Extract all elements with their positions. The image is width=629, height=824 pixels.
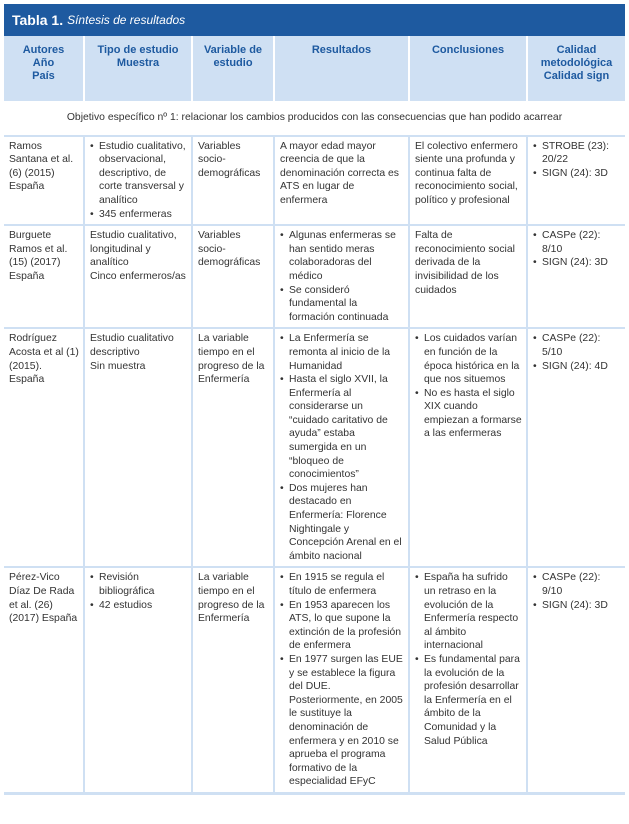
bullet-icon: • (280, 482, 284, 494)
results-cell (274, 567, 409, 792)
bullet-icon: • (280, 284, 284, 296)
table-bottom-bar (4, 792, 625, 795)
bullet-icon: • (90, 140, 94, 152)
study-type-cell (84, 136, 192, 226)
quality-item (533, 256, 621, 270)
study-type-line: Estudio cualitativo, longitudinal y analítico (90, 230, 177, 269)
bullet-icon: • (415, 653, 419, 665)
variable-text: La variable tiempo en el progreso de la Enfermería (198, 333, 265, 386)
results-cell (274, 225, 409, 328)
conclusions-cell (409, 567, 527, 792)
header-study-type (84, 36, 192, 100)
quality-cell (527, 136, 625, 226)
conclusions-text: Falta de reconocimiento social derivada de la invisibilidad de los cuidados (415, 230, 515, 296)
conclusions-item (415, 387, 522, 441)
results-table (4, 36, 625, 792)
study-type-cell (84, 328, 192, 567)
bullet-icon: • (90, 599, 94, 611)
table-row (4, 136, 625, 226)
quality-item (533, 140, 621, 167)
conclusions-item (415, 332, 522, 386)
results-cell (274, 328, 409, 567)
variable-cell (192, 225, 274, 328)
quality-item (533, 360, 621, 374)
variable-text: Variables socio-demográficas (198, 230, 261, 269)
header-line: Muestra (116, 57, 160, 69)
quality-list (533, 140, 621, 181)
results-table-figure (4, 4, 625, 795)
bullet-icon: • (533, 140, 537, 152)
bullet-icon: • (415, 333, 419, 345)
variable-text: La variable tiempo en el progreso de la Enfermería (198, 572, 265, 625)
quality-cell (527, 225, 625, 328)
conclusions-text: El colectivo enfermero siente una profunda y continua falta de reconocimiento social, político y profesional (415, 140, 518, 206)
bullet-icon: • (280, 572, 284, 584)
quality-cell (527, 567, 625, 792)
results-text: Se consideró fundamental la formación continuada (289, 284, 389, 323)
table-name: Síntesis de resultados (67, 13, 186, 27)
results-item (280, 373, 404, 482)
results-list (280, 332, 404, 563)
results-item (280, 599, 404, 653)
bullet-icon: • (533, 333, 537, 345)
conclusions-list (415, 571, 522, 748)
conclusions-list (415, 332, 522, 441)
bullet-icon: • (415, 572, 419, 584)
bullet-icon: • (280, 599, 284, 611)
study-type-text: 345 enfermeras (99, 208, 172, 220)
results-text: En 1915 se regula el título de enfermera (289, 572, 385, 597)
bullet-icon: • (90, 572, 94, 584)
conclusions-text: España ha sufrido un retraso en la evolución de la Enfermería respecto al ámbito internacional (424, 572, 519, 652)
results-item (280, 653, 404, 789)
authors-cell (4, 328, 84, 567)
results-cell (274, 136, 409, 226)
authors-text: Ramos Santana et al. (6) (2015) España (9, 140, 74, 193)
study-type-text: Estudio cualitativo, observacional, descriptivo, de corte transversal y analítico (99, 140, 186, 206)
quality-item (533, 167, 621, 181)
bullet-icon: • (533, 230, 537, 242)
header-line: Calidad (556, 44, 597, 56)
bullet-icon: • (533, 167, 537, 179)
bullet-icon: • (90, 208, 94, 220)
results-list (280, 229, 404, 324)
table-row (4, 225, 625, 328)
results-text: Hasta el siglo XVII, la Enfermería al considerarse un “cuidado caritativo de ayuda” estaba sumergida en un “bloqueo de conocimientos” (289, 374, 388, 481)
study-type-line: Estudio cualitativo descriptivo (90, 333, 174, 358)
study-type-cell (84, 567, 192, 792)
results-text: En 1977 surgen las EUE y se establece la figura del DUE. Posteriormente, en 2005 le sustituye la denominación de enfermera y en 2010 se aprueba el programa formativo de la especialidad EFyC (289, 653, 403, 788)
conclusions-text: Es fundamental para la evolución de la profesión desarrollar la Enfermería en el ámbito de la Comunidad y la Salud Pública (424, 653, 520, 747)
quality-text: CASPe (22): 9/10 (542, 572, 601, 597)
header-line: estudio (213, 57, 253, 69)
header-line: Resultados (311, 44, 372, 56)
results-item (280, 482, 404, 564)
results-text: La Enfermería se remonta al inicio de la Humanidad (289, 333, 391, 372)
bullet-icon: • (415, 387, 419, 399)
header-line: País (32, 70, 55, 82)
objective-cell: Objetivo específico nº 1: relacionar los cambios producidos con las consecuencias que han podido acarrear (4, 100, 625, 136)
table-row (4, 567, 625, 792)
results-item (280, 332, 404, 373)
table-number: Tabla 1. (12, 12, 64, 28)
header-quality (527, 36, 625, 100)
variable-cell (192, 567, 274, 792)
table-body (4, 100, 625, 792)
results-item (280, 571, 404, 598)
conclusions-cell (409, 136, 527, 226)
quality-item (533, 599, 621, 613)
quality-text: STROBE (23): 20/22 (542, 140, 609, 166)
header-results (274, 36, 409, 100)
study-type-list (90, 140, 187, 222)
header-line: metodológica (540, 57, 613, 69)
bullet-icon: • (533, 599, 537, 611)
quality-list (533, 571, 621, 612)
results-item (280, 229, 404, 283)
header-variable (192, 36, 274, 100)
quality-item (533, 571, 621, 598)
header-line: Calidad sign (543, 70, 610, 82)
study-type-text: Revisión bibliográfica (99, 572, 155, 597)
bullet-icon: • (280, 374, 284, 386)
header-authors (4, 36, 84, 100)
bullet-icon: • (280, 333, 284, 345)
authors-cell (4, 567, 84, 792)
conclusions-text: Los cuidados varían en función de la época histórica en la que nos situemos (424, 333, 520, 386)
quality-list (533, 332, 621, 373)
table-title-bar (4, 4, 625, 36)
results-item (280, 284, 404, 325)
study-type-text: 42 estudios (99, 599, 153, 611)
bullet-icon: • (533, 257, 537, 269)
results-list (280, 571, 404, 789)
study-type-item (90, 140, 187, 208)
study-type-line: Sin muestra (90, 360, 146, 372)
bullet-icon: • (533, 360, 537, 372)
quality-text: SIGN (24): 3D (542, 257, 608, 269)
study-type-line: Cinco enfermeros/as (90, 270, 186, 282)
header-line: Conclusiones (431, 44, 505, 56)
variable-cell (192, 136, 274, 226)
authors-text: Rodríguez Acosta et al (1) (2015). España (9, 333, 79, 386)
header-line: Variable de (203, 44, 263, 56)
bullet-icon: • (280, 230, 284, 242)
header-row (4, 36, 625, 100)
quality-item (533, 229, 621, 256)
quality-text: SIGN (24): 3D (542, 167, 608, 179)
conclusions-text: No es hasta el siglo XIX cuando empiezan a formarse a las enfermeras (424, 387, 522, 440)
quality-text: SIGN (24): 4D (542, 360, 608, 372)
results-text: Algunas enfermeras se han sentido meras colaboradoras del médico (289, 230, 396, 282)
conclusions-cell (409, 328, 527, 567)
authors-text: Pérez-Vico Díaz De Rada et al. (26) (2017) España (9, 572, 78, 625)
study-type-item (90, 599, 187, 613)
study-type-list (90, 571, 187, 612)
conclusions-cell (409, 225, 527, 328)
header-line: Tipo de estudio (97, 44, 179, 56)
variable-cell (192, 328, 274, 567)
results-text: A mayor edad mayor creencia de que la denominación correcta es ATS en lugar de enfermera (280, 140, 399, 206)
table-row (4, 328, 625, 567)
conclusions-item (415, 653, 522, 748)
study-type-item (90, 208, 187, 222)
header-line: Autores (22, 44, 65, 56)
results-text: En 1953 aparecen los ATS, lo que supone la extinción de la profesión de enfermera (289, 599, 402, 652)
header-line: Año (32, 57, 55, 69)
quality-text: CASPe (22): 8/10 (542, 230, 601, 255)
quality-cell (527, 328, 625, 567)
quality-item (533, 332, 621, 359)
objective-row (4, 100, 625, 136)
study-type-item (90, 571, 187, 598)
header-conclusions (409, 36, 527, 100)
variable-text: Variables socio-demográficas (198, 140, 261, 179)
quality-text: CASPe (22): 5/10 (542, 333, 601, 358)
results-text: Dos mujeres han destacado en Enfermería: Florence Nightingale y Concepción Arenal en el ámbito nacional (289, 482, 402, 562)
authors-cell (4, 136, 84, 226)
bullet-icon: • (533, 572, 537, 584)
study-type-cell (84, 225, 192, 328)
authors-text: Burguete Ramos et al. (15) (2017) España (9, 230, 68, 282)
conclusions-item (415, 571, 522, 653)
quality-list (533, 229, 621, 270)
authors-cell (4, 225, 84, 328)
quality-text: SIGN (24): 3D (542, 599, 608, 611)
bullet-icon: • (280, 653, 284, 665)
